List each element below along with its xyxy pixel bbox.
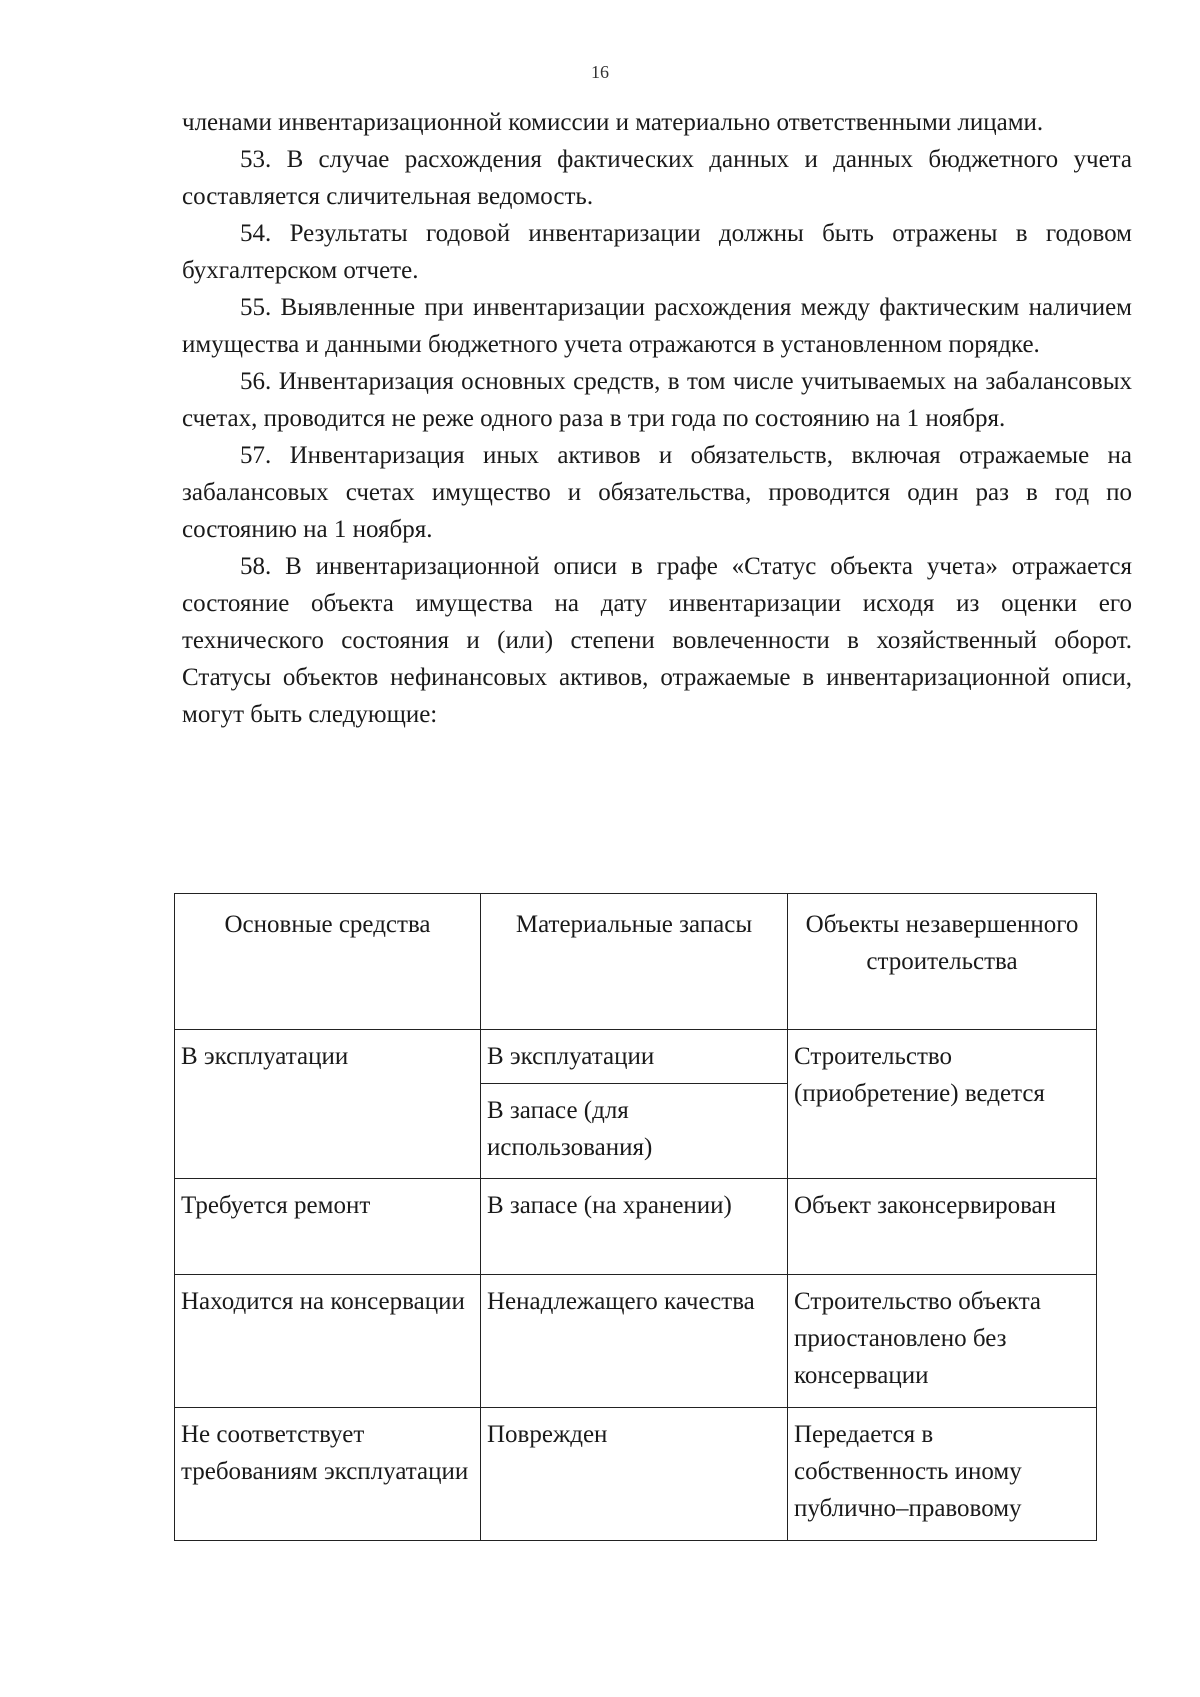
header-fixed-assets: Основные средства <box>175 894 481 1030</box>
paragraph-58: 58. В инвентаризационной описи в графе «Статус объекта учета» отражается состояние объекта имущества на дату инвентаризации исходя из оценки его технического состояния и (или) степени вовлеченности в хозяйственный оборот. Статусы объектов нефинансовых активов, отражаемые в инвентаризационной описи, могут быть следующие: <box>182 553 1132 728</box>
header-construction: Объекты незавершенного строительства <box>788 894 1097 1030</box>
table-row <box>175 1408 1097 1541</box>
table-row <box>175 1179 1097 1275</box>
table-cell: Не соответствует требованиям эксплуатации <box>175 1408 481 1541</box>
table-cell: Передается в собственность иному публично–правовому <box>788 1408 1097 1541</box>
table-cell: Требуется ремонт <box>175 1179 481 1275</box>
table-cell: Поврежден <box>481 1408 788 1541</box>
paragraph-56: 56. Инвентаризация основных средств, в том числе учитываемых на забалансовых счетах, проводится не реже одного раза в три года по состоянию на 1 ноября. <box>182 368 1132 432</box>
paragraph-continuation: членами инвентаризационной комиссии и материально ответственными лицами. <box>182 109 1044 136</box>
paragraph-55: 55. Выявленные при инвентаризации расхождения между фактическим наличием имущества и данными бюджетного учета отражаются в установленном порядке. <box>182 294 1132 358</box>
table-cell: В эксплуатации <box>481 1030 788 1084</box>
paragraph-54: 54. Результаты годовой инвентаризации должны быть отражены в годовом бухгалтерском отчете. <box>182 220 1132 284</box>
paragraph-57: 57. Инвентаризация иных активов и обязательств, включая отражаемые на забалансовых счетах имущество и обязательства, проводится один раз в год по состоянию на 1 ноября. <box>182 442 1132 543</box>
body-text <box>182 104 1132 733</box>
status-table <box>174 893 1097 1541</box>
table-row <box>175 1275 1097 1408</box>
table-cell: В запасе (на хранении) <box>481 1179 788 1275</box>
table-cell: Строительство (приобретение) ведется <box>788 1030 1097 1179</box>
paragraph-53: 53. В случае расхождения фактических данных и данных бюджетного учета составляется сличительная ведомость. <box>182 146 1132 210</box>
table-row <box>175 1030 1097 1084</box>
table-cell: Объект законсервирован <box>788 1179 1097 1275</box>
table-header-row <box>175 894 1097 1030</box>
table-cell: В запасе (для использования) <box>481 1084 788 1179</box>
table-cell: В эксплуатации <box>175 1030 481 1179</box>
table-cell: Строительство объекта приостановлено без консервации <box>788 1275 1097 1408</box>
page-number: 16 <box>591 62 609 82</box>
table-cell: Находится на консервации <box>175 1275 481 1408</box>
table-cell: Ненадлежащего качества <box>481 1275 788 1408</box>
header-inventories: Материальные запасы <box>481 894 788 1030</box>
